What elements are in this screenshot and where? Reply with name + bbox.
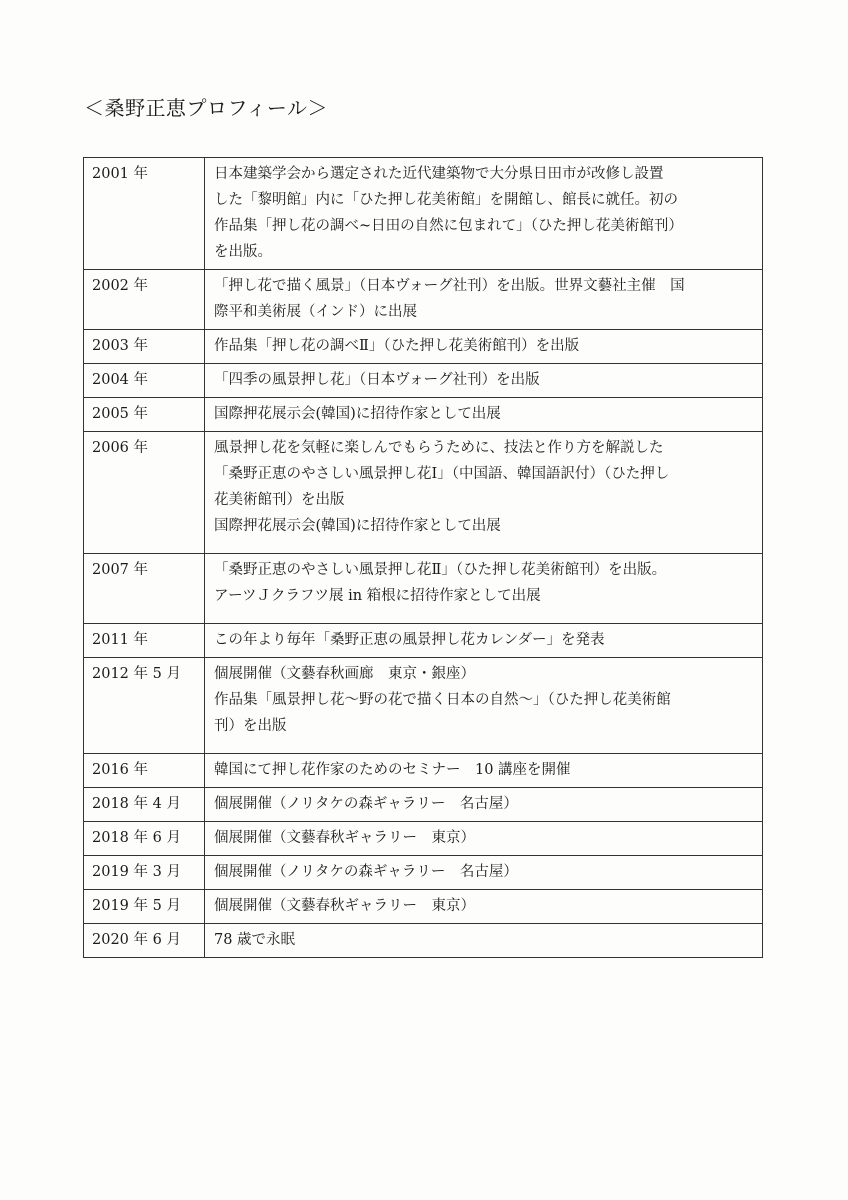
- year-cell: 2019 年 5 月: [84, 890, 205, 924]
- description-line: 刊）を出版: [214, 718, 287, 734]
- description-line: この年より毎年「桑野正恵の風景押し花カレンダー」を発表: [214, 632, 605, 648]
- table-row: [84, 890, 763, 924]
- description-cell: [205, 432, 763, 554]
- year-cell: 2019 年 3 月: [84, 856, 205, 890]
- description-cell: [205, 554, 763, 624]
- table-row: [84, 398, 763, 432]
- table-row: [84, 924, 763, 958]
- table-row: [84, 270, 763, 330]
- description-line: 作品集「押し花の調べⅡ」（ひた押し花美術館刊）を出版: [214, 338, 580, 354]
- description-cell: [205, 330, 763, 364]
- description-cell: [205, 158, 763, 270]
- profile-table: [83, 157, 763, 958]
- description-line: 「押し花で描く風景」（日本ヴォーグ社刊）を出版。世界文藝社主催 国: [214, 278, 685, 294]
- description-line: 個展開催（ノリタケの森ギャラリー 名古屋）: [214, 796, 518, 812]
- page-title: ＜桑野正恵プロフィール＞: [84, 96, 328, 120]
- year-cell: 2018 年 4 月: [84, 788, 205, 822]
- year-cell: 2004 年: [84, 364, 205, 398]
- year-cell: 2007 年: [84, 554, 205, 624]
- description-line: 風景押し花を気軽に楽しんでもらうために、技法と作り方を解説した: [214, 440, 664, 456]
- table-row: [84, 856, 763, 890]
- description-line: 作品集「風景押し花～野の花で描く日本の自然～」（ひた押し花美術館: [214, 692, 671, 708]
- description-line: 国際押花展示会(韓国)に招待作家として出展: [214, 518, 501, 534]
- description-line: を出版。: [214, 244, 272, 260]
- description-cell: [205, 890, 763, 924]
- description-line: 花美術館刊）を出版: [214, 492, 345, 508]
- year-cell: 2005 年: [84, 398, 205, 432]
- profile-table-body: [84, 158, 763, 958]
- description-line: 個展開催（文藝春秋画廊 東京・銀座）: [214, 666, 475, 682]
- description-line: 国際押花展示会(韓国)に招待作家として出展: [214, 406, 501, 422]
- year-cell: 2016 年: [84, 754, 205, 788]
- year-cell: 2003 年: [84, 330, 205, 364]
- year-cell: 2001 年: [84, 158, 205, 270]
- description-line: 「四季の風景押し花」（日本ヴォーグ社刊）を出版: [214, 372, 540, 388]
- description-line: 作品集「押し花の調べ~日田の自然に包まれて」（ひた押し花美術館刊）: [214, 218, 683, 234]
- table-row: [84, 158, 763, 270]
- table-row: [84, 754, 763, 788]
- description-cell: [205, 398, 763, 432]
- table-row: [84, 822, 763, 856]
- year-cell: 2020 年 6 月: [84, 924, 205, 958]
- description-cell: [205, 754, 763, 788]
- table-row: [84, 364, 763, 398]
- description-line: 個展開催（文藝春秋ギャラリー 東京）: [214, 898, 475, 914]
- description-line: 「桑野正恵のやさしい風景押し花Ⅱ」（ひた押し花美術館刊）を出版。: [214, 562, 667, 578]
- year-cell: 2006 年: [84, 432, 205, 554]
- description-cell: [205, 856, 763, 890]
- description-line: 日本建築学会から選定された近代建築物で大分県日田市が改修し設置: [214, 166, 664, 182]
- description-line: 際平和美術展（インド）に出展: [214, 304, 417, 320]
- description-cell: [205, 624, 763, 658]
- description-cell: [205, 924, 763, 958]
- description-line: 個展開催（ノリタケの森ギャラリー 名古屋）: [214, 864, 518, 880]
- table-row: [84, 658, 763, 754]
- description-cell: [205, 788, 763, 822]
- description-line: 個展開催（文藝春秋ギャラリー 東京）: [214, 830, 475, 846]
- table-row: [84, 330, 763, 364]
- description-cell: [205, 364, 763, 398]
- table-row: [84, 788, 763, 822]
- year-cell: 2012 年 5 月: [84, 658, 205, 754]
- year-cell: 2018 年 6 月: [84, 822, 205, 856]
- description-line: 78 歳で永眠: [214, 932, 296, 948]
- year-cell: 2002 年: [84, 270, 205, 330]
- description-cell: [205, 822, 763, 856]
- table-row: [84, 624, 763, 658]
- description-line: 韓国にて押し花作家のためのセミナー 10 講座を開催: [214, 762, 571, 778]
- description-line: アーツＪクラフツ展 in 箱根に招待作家として出展: [214, 588, 541, 604]
- table-row: [84, 554, 763, 624]
- table-row: [84, 432, 763, 554]
- description-cell: [205, 270, 763, 330]
- description-cell: [205, 658, 763, 754]
- description-line: 「桑野正恵のやさしい風景押し花Ⅰ」（中国語、韓国語訳付）（ひた押し: [214, 466, 670, 482]
- year-cell: 2011 年: [84, 624, 205, 658]
- description-line: した「黎明館」内に「ひた押し花美術館」を開館し、館長に就任。初の: [214, 192, 678, 208]
